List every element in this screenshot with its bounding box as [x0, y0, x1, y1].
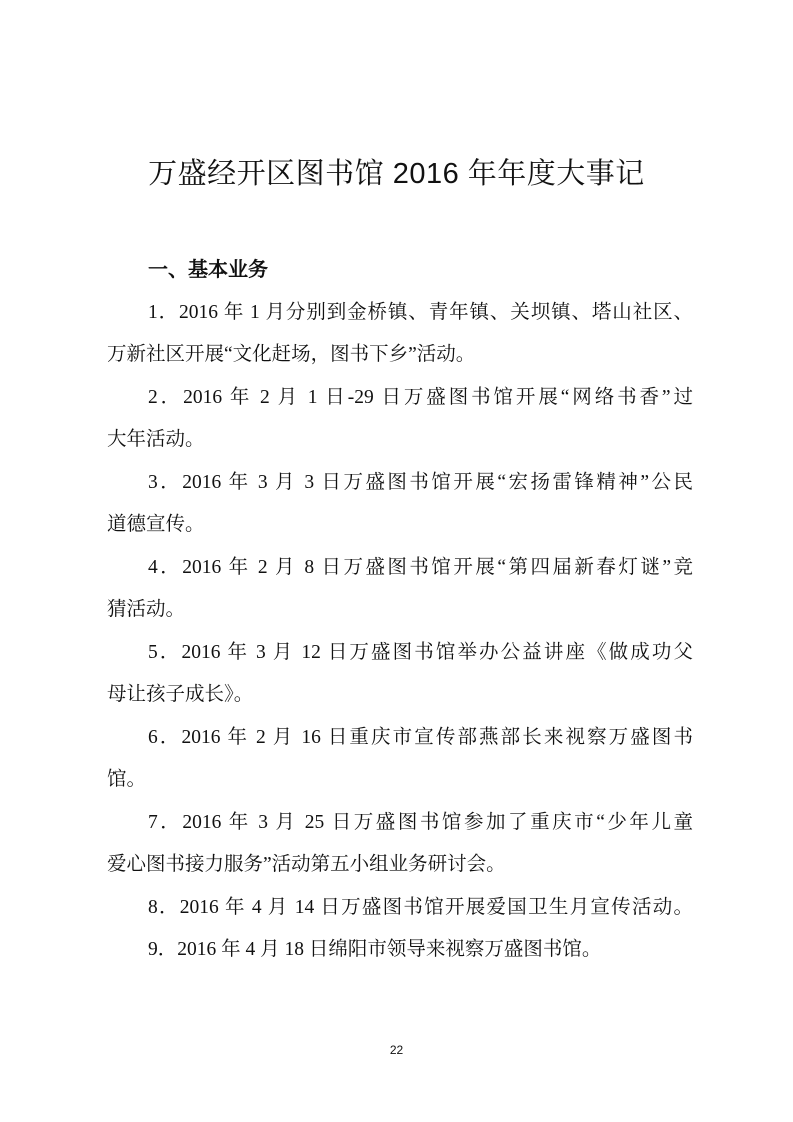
- item-line: 6．2016 年 2 月 16 日重庆市宣传部燕部长来视察万盛图书: [148, 726, 693, 748]
- item-line: 3．2016 年 3 月 3 日万盛图书馆开展“宏扬雷锋精神”公民: [148, 471, 693, 493]
- item-line: 母让孩子成长》。: [107, 684, 254, 705]
- item-line: 馆。: [107, 769, 147, 790]
- item-line: 7．2016 年 3 月 25 日万盛图书馆参加了重庆市“少年儿童: [148, 811, 693, 833]
- list-item: [107, 462, 693, 547]
- list-item: [107, 632, 693, 717]
- list-item: [107, 377, 693, 462]
- item-line: 8．2016 年 4 月 14 日万盛图书馆开展爱国卫生月宣传活动。: [148, 896, 693, 918]
- list-item: [107, 887, 693, 930]
- item-line: 万新社区开展“文化赶场，图书下乡”活动。: [107, 344, 476, 365]
- page-number: 22: [389, 1043, 404, 1057]
- item-line: 道德宣传。: [107, 514, 205, 535]
- item-line: 爱心图书接力服务”活动第五小组业务研讨会。: [107, 854, 506, 875]
- item-line: 2．2016 年 2 月 1 日-29 日万盛图书馆开展“网络书香”过: [148, 386, 693, 408]
- list-item: [107, 802, 693, 887]
- item-line: 大年活动。: [107, 429, 205, 450]
- list-item: [107, 929, 693, 972]
- item-line: 9．2016 年 4 月 18 日绵阳市领导来视察万盛图书馆。: [148, 939, 602, 960]
- document-title: 万盛经开区图书馆 2016 年年度大事记: [148, 158, 645, 190]
- list-item: [107, 717, 693, 802]
- document-body: [107, 249, 693, 972]
- list-item: [107, 547, 693, 632]
- section-heading: 一、基本业务: [148, 259, 268, 281]
- item-line: 猜活动。: [107, 599, 186, 620]
- item-line: 5．2016 年 3 月 12 日万盛图书馆举办公益讲座《做成功父: [148, 641, 693, 663]
- list-item: [107, 292, 693, 377]
- item-line: 4．2016 年 2 月 8 日万盛图书馆开展“第四届新春灯谜”竞: [148, 556, 693, 578]
- item-line: 1．2016 年 1 月分别到金桥镇、青年镇、关坝镇、塔山社区、: [148, 301, 693, 323]
